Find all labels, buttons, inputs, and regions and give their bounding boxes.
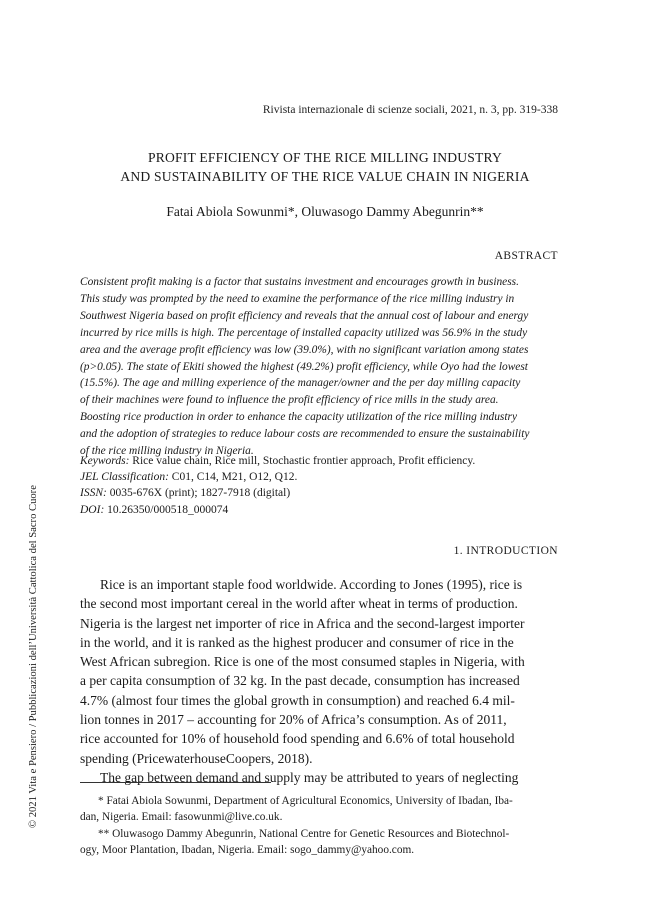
paper-title [60,148,590,186]
abstract-heading: ABSTRACT [494,250,558,262]
abstract-line: Consistent profit making is a factor that sustains investment and encourages growth in business. [80,276,519,288]
keywords-value: Rice value chain, Rice mill, Stochastic frontier approach, Profit efficiency. [132,455,476,467]
abstract-line: (15.5%). The age and milling experience of the manager/owner and the per day milling capacity [80,377,521,390]
footnote-line: * Fatai Abiola Sowunmi, Department of Agricultural Economics, University of Ibadan, Iba- [98,795,513,807]
body-line: a per capita consumption of 32 kg. In the past decade, consumption has increased [80,673,520,689]
abstract-line: This study was prompted by the need to examine the performance of the rice milling industry in [80,292,515,305]
introduction-body [80,575,558,787]
keywords-row [80,453,558,469]
jel-label: JEL Classification: [80,471,169,484]
abstract-line: of their machines were found to influence the profit efficiency of rice mills in the study area. [80,394,499,407]
article-metadata [80,453,558,518]
body-line: rice accounted for 10% of household food spending and 6.6% of total household [80,731,515,747]
title-line: AND SUSTAINABILITY OF THE RICE VALUE CHAIN IN NIGERIA [120,169,530,184]
body-line: lion tonnes in 2017 – accounting for 20% of Africa’s consumption. As of 2011, [80,712,507,728]
journal-citation: Rivista internazionale di scienze sociali, 2021, n. 3, pp. 319-338 [262,104,558,116]
abstract-line: Boosting rice production in order to enhance the capacity utilization of the rice milling industry [80,411,517,424]
issn-row [80,485,558,501]
issn-value: 0035-676X (print); 1827-7918 (digital) [109,487,291,500]
keywords-label: Keywords: [80,455,130,467]
abstract-line: of the rice milling industry in Nigeria. [80,445,254,458]
footnote-line: ogy, Moor Plantation, Ibadan, Nigeria. Email: sogo_dammy@yahoo.com. [80,844,415,857]
abstract-line: incurred by rice mills is high. The percentage of installed capacity utilized was 56.9% in the study [80,326,528,339]
footnote-divider [80,782,271,783]
doi-row [80,502,558,518]
doi-value: 10.26350/000518_000074 [107,503,229,516]
issn-label: ISSN: [80,487,107,500]
body-line: in the world, and it is ranked as the highest producer and consumer of rice in the [80,634,514,650]
abstract-line: (p>0.05). The state of Ekiti showed the highest (49.2%) profit efficiency, while Oyo had the lowest [80,360,528,373]
title-line: PROFIT EFFICIENCY OF THE RICE MILLING INDUSTRY [147,150,503,165]
jel-row [80,469,558,485]
body-line: Rice is an important staple food worldwide. According to Jones (1995), rice is [100,577,523,592]
copyright-sidebar: © 2021 Vita e Pensiero / Pubblicazioni dell’Università Cattolica del Sacro Cuore [28,485,39,828]
abstract-line: Southwest Nigeria based on profit efficiency and reveals that the annual cost of labour and energy [80,309,529,322]
body-line: the second most important cereal in the world after wheat in terms of production. [80,596,518,612]
body-line: Nigeria is the largest net importer of rice in Africa and the second-largest importer [80,615,525,631]
author-list: Fatai Abiola Sowunmi*, Oluwasogo Dammy Abegunrin** [166,204,484,219]
abstract-line: area and the average profit efficiency was low (39.0%), with no significant variation among states [80,343,529,356]
doi-label: DOI: [80,503,105,516]
body-line: The gap between demand and supply may be attributed to years of neglecting [100,769,519,785]
footnote-line: dan, Nigeria. Email: fasowunmi@live.co.uk. [80,811,283,824]
abstract-line: and the adoption of strategies to reduce labour costs are recommended to ensure the sustainability [80,428,530,441]
abstract-text [80,274,558,460]
section-heading-introduction: 1. INTRODUCTION [453,545,558,557]
body-line: 4.7% (almost four times the global growth in consumption) and reached 6.4 mil- [80,692,515,708]
footnote-line: ** Oluwasogo Dammy Abegunrin, National Centre for Genetic Resources and Biotechnol- [98,827,510,840]
body-line: spending (PricewaterhouseCoopers, 2018). [80,750,313,766]
footnotes [80,793,558,859]
jel-value: C01, C14, M21, O12, Q12. [171,471,298,484]
body-line: West African subregion. Rice is one of the most consumed staples in Nigeria, with [80,654,525,670]
